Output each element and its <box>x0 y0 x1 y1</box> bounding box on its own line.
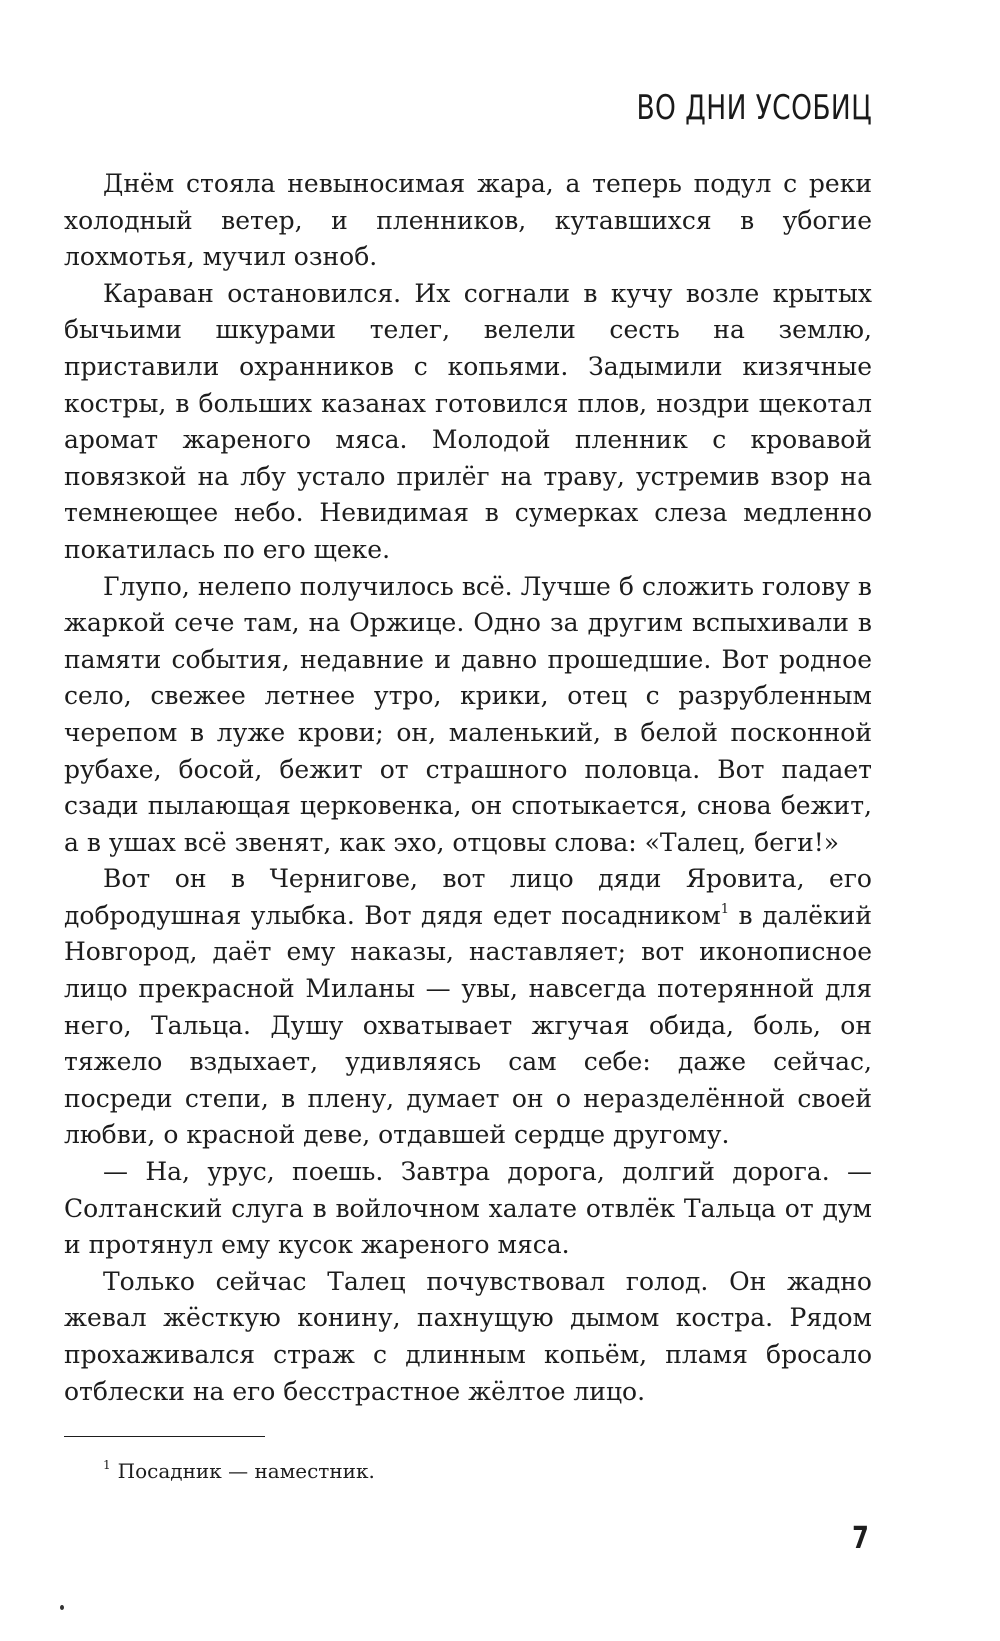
footnote-divider <box>64 1436 265 1437</box>
paragraph-text: в далёкий Новгород, даёт ему наказы, наставляет; вот иконописное лицо прекрасной Миланы — увы, навсегда потерянной для него, Тальца. Душу охватывает жгучая обида, боль, он тяжело вздыхает, удивляясь сам себе: даже сейчас, посреди степи, в плену, думает он о неразделённой своей любви, о красной деве, отдавшей сердце другому. <box>64 900 872 1150</box>
paragraph: Глупо, нелепо получилось всё. Лучше б сложить голову в жаркой сече там, на Оржице. Одно за другим вспыхивали в памяти события, недавние и давно прошедшие. Вот родное село, свежее летнее утро, крики, отец с разрубленным черепом в луже крови; он, маленький, в белой посконной рубахе, босой, бежит от страшного половца. Вот падает сзади пылающая церковенка, он спотыкается, снова бежит, а в ушах всё звенят, как эхо, отцовы слова: «Талец, беги!» <box>64 571 872 857</box>
footnote-text: Посадник — наместник. <box>117 1459 375 1483</box>
footnote-reference[interactable]: 1 <box>720 901 729 917</box>
print-speck <box>60 1605 64 1610</box>
paragraph: Караван остановился. Их согнали в кучу возле крытых бычьими шкурами телег, велели сесть на землю, приставили охранников с копьями. Задымили кизячные костры, в больших казанах готовился плов, ноздри щекотал аромат жареного мяса. Молодой пленник с кровавой повязкой на лбу устало прилёг на траву, устремив взор на темнеющее небо. Невидимая в сумерках слеза медленно покатилась по его щеке. <box>64 278 872 564</box>
paragraph <box>64 861 872 1154</box>
paragraph: Только сейчас Талец почувствовал голод. Он жадно жевал жёсткую конину, пахнущую дымом костра. Рядом прохаживался страж с длинным копьём, пламя бросало отблески на его бесстрастное жёлтое лицо. <box>64 1266 872 1406</box>
footnote <box>103 1457 375 1485</box>
paragraph: Днём стояла невыносимая жара, а теперь подул с реки холодный ветер, и пленников, кутавшихся в убогие лохмотья, мучил озноб. <box>64 169 872 272</box>
paragraph: — На, урус, поешь. Завтра дорога, долгий дорога. — Солтанский слуга в войлочном халате отвлёк Тальца от дум и протянул ему кусок жареного мяса. <box>64 1157 872 1260</box>
running-title: ВО ДНИ УСОБИЦ <box>636 88 872 128</box>
body-text <box>64 166 872 1410</box>
paragraph-text: Вот он в Чернигове, вот лицо дяди Яровита, его добродушная улыбка. Вот дядя едет посадником <box>64 864 872 930</box>
page-number: 7 <box>852 1521 869 1556</box>
footnote-mark: 1 <box>103 1458 111 1472</box>
